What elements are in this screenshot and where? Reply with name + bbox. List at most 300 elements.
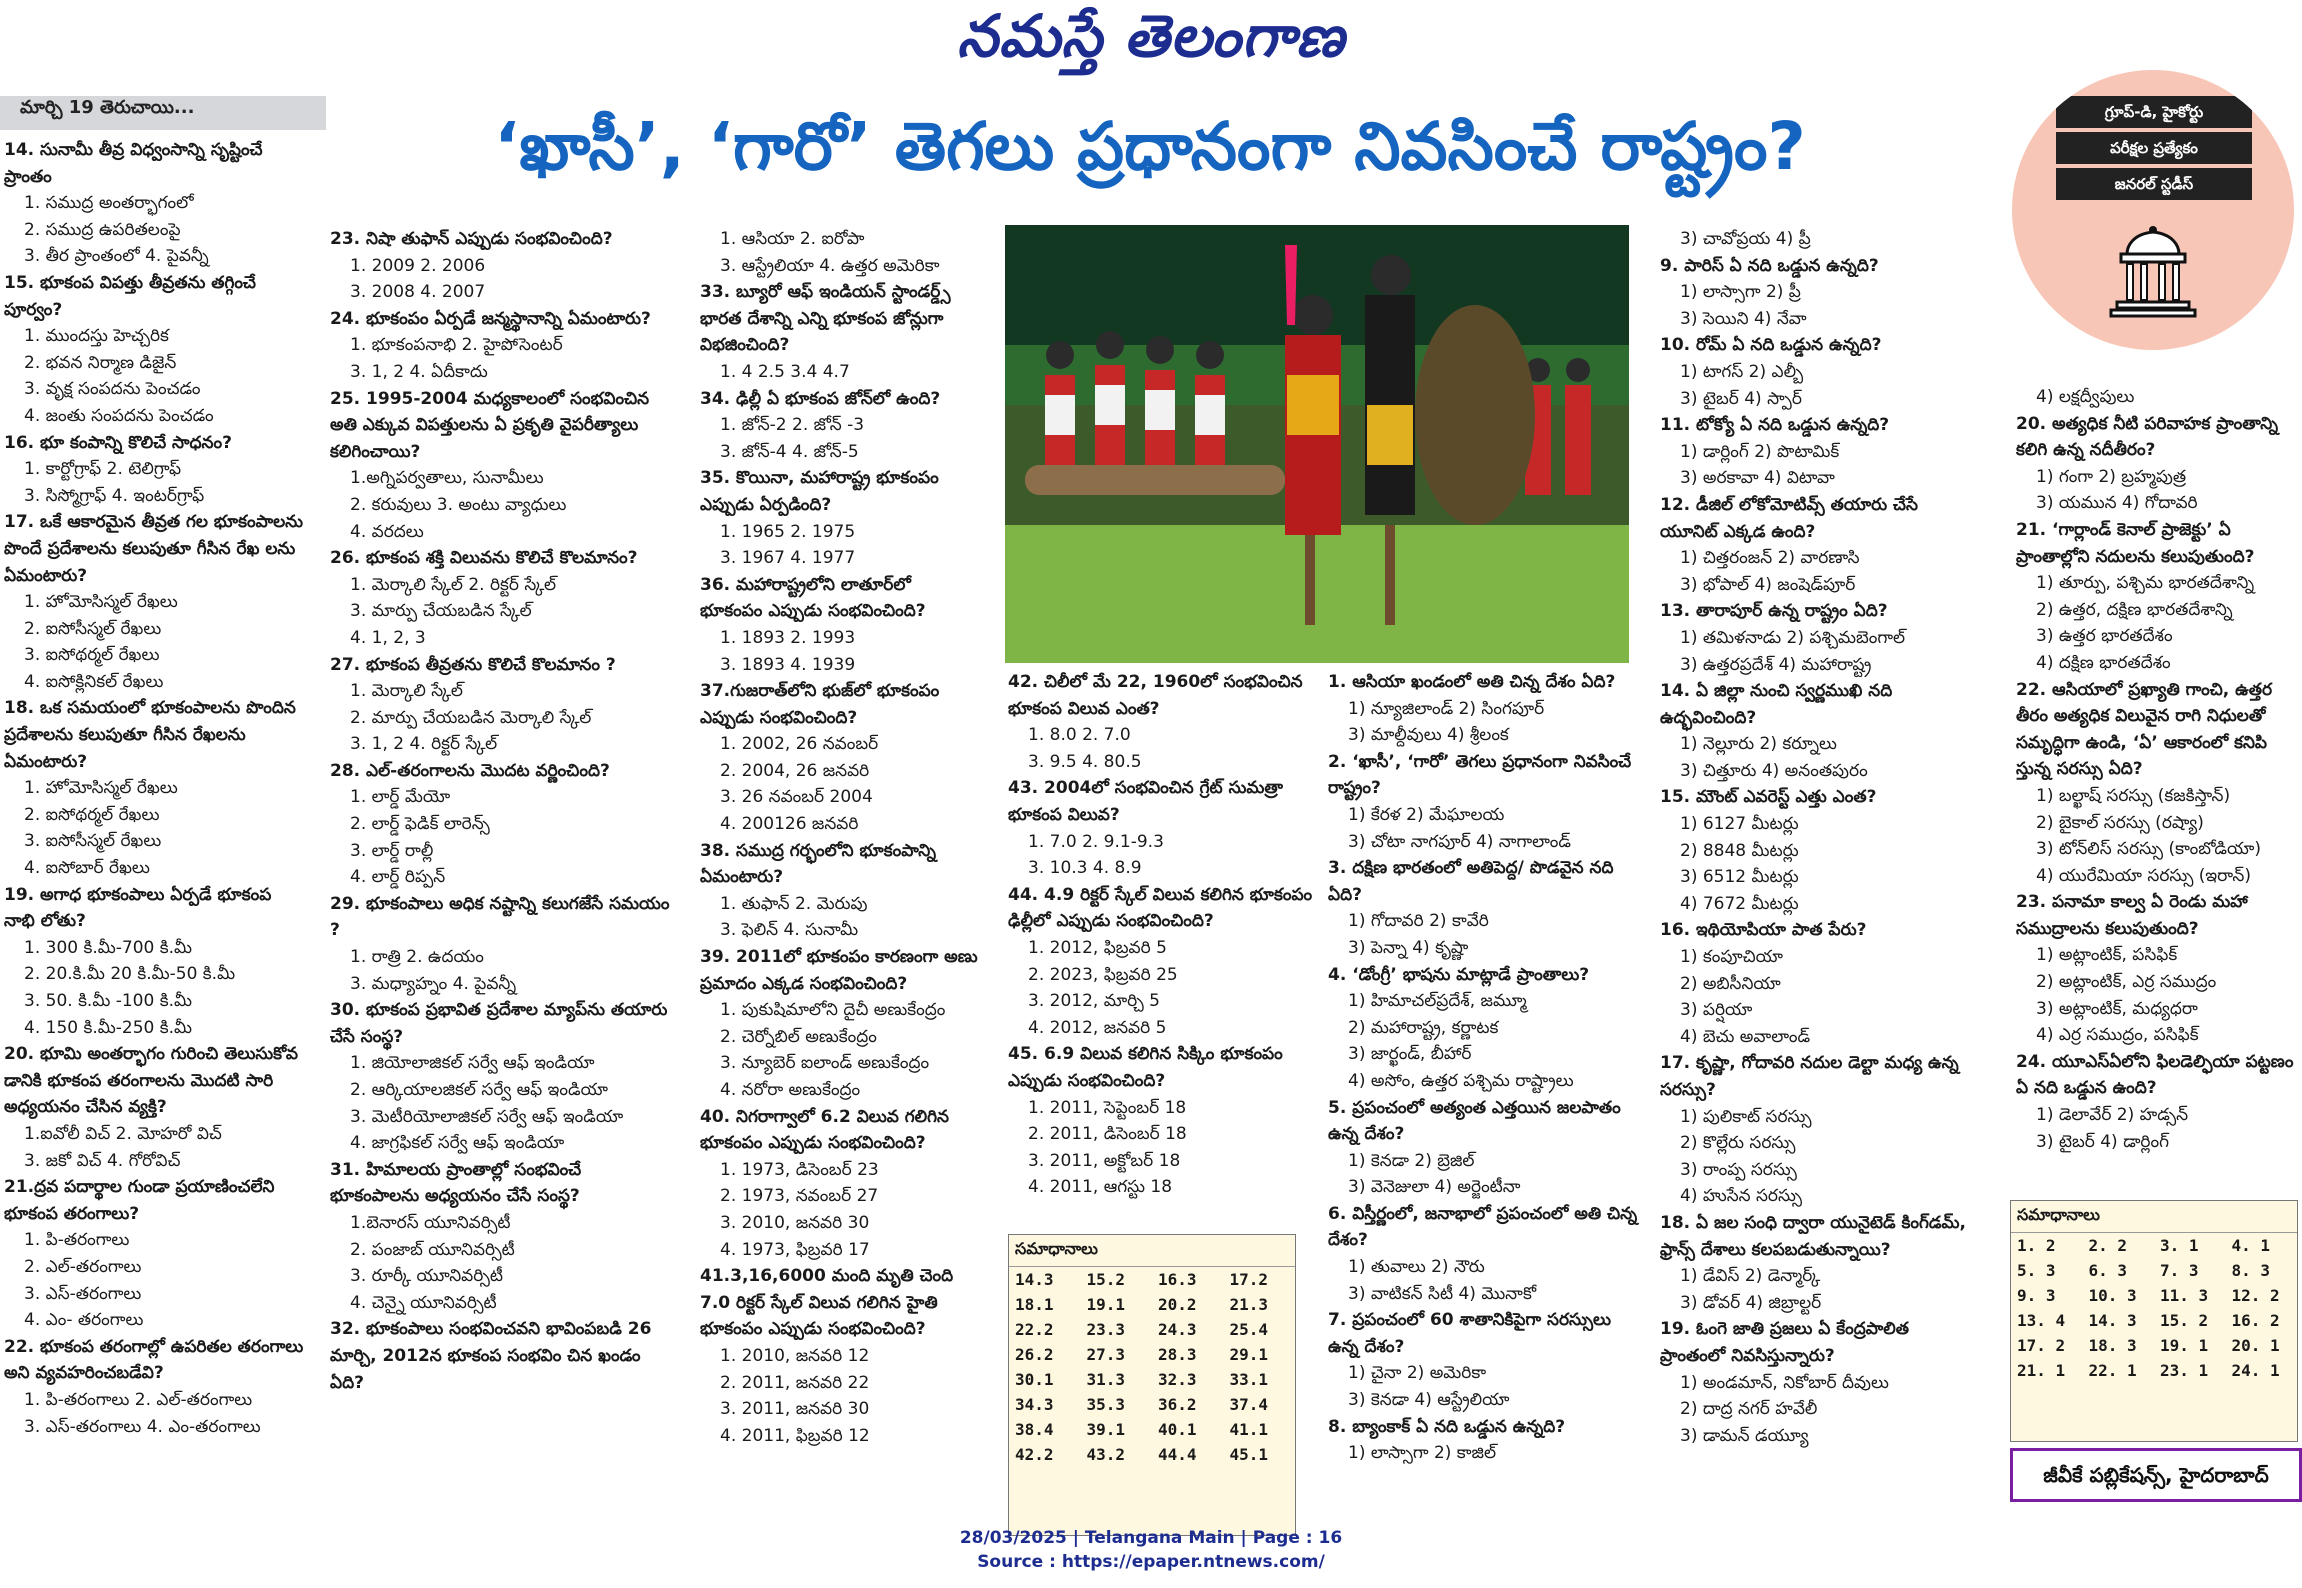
option-text: 4. ఎం- తరంగాలు [24, 1310, 144, 1331]
question-text: 39. 2011లో భూకంపం కారణంగా అణు ప్రమాదం ఎక్కడ సంభవించింది? [700, 947, 978, 994]
option-text: 3) యమున 4) గోదావరి [2036, 493, 2198, 514]
footer-date-line: 28/03/2025 | Telangana Main | Page : 16 [959, 1528, 1343, 1548]
question-text: 17. కృష్ణా, గోదావరి నదుల డెల్టా మధ్య ఉన్న సరస్సు? [1660, 1053, 1959, 1100]
option-text: 1. ఆసియా 2. ఐరోపా [720, 229, 865, 249]
option-text: 3. 2010, జనవరి 30 [720, 1212, 870, 1233]
option-text: 2. 2011, డిసెంబర్ 18 [1028, 1124, 1187, 1145]
option-text: 3. 1, 2 4. రిక్టర్ స్కేల్ [350, 734, 498, 755]
answer-cell: 18. 3 [2088, 1336, 2137, 1355]
option-text: 1. 7.0 2. 9.1-9.3 [1028, 831, 1164, 852]
option-text: 1. 4 2.5 3.4 4.7 [720, 361, 850, 382]
badge-line-2: పరీక్షల ప్రత్యేకం [2056, 132, 2252, 164]
question-text: 35. కొయినా, మహారాష్ట్ర భూకంపం ఎప్పుడు ఏర్పడింది? [700, 468, 939, 515]
answer-cell: 15. 2 [2160, 1311, 2209, 1330]
column-1 [4, 137, 304, 1507]
answer-cell: 34.3 [1015, 1395, 1054, 1414]
option-text: 3) సెయిని 4) నేవా [1680, 308, 1807, 329]
option-text: 3. 9.5 4. 80.5 [1028, 751, 1142, 772]
answer-cell: 30.1 [1015, 1370, 1054, 1389]
question-text: 14. సునామీ తీవ్ర విధ్వంసాన్ని సృష్టించే ప్రాంతం [4, 140, 263, 187]
option-text: 1) న్యూజిలాండ్ 2) సింగపూర్ [1348, 698, 1545, 719]
option-text: 2. కరువులు 3. అంటు వ్యాధులు [350, 494, 567, 515]
option-text: 1) కేరళ 2) మేఘాలయ [1348, 804, 1505, 825]
option-text: 1) తమిళనాడు 2) పశ్చిమబెంగాల్ [1680, 627, 1906, 648]
column-5 [1328, 669, 1646, 1529]
question-text: 20. భూమి అంతర్భాగం గురించి తెలుసుకోవ డానికి భూకంప తరంగాలను మొదటి సారి అధ్యయనం చేసిన వ్యక్తి? [4, 1044, 298, 1118]
question-text: 18. ఒక సమయంలో భూకంపాలను పొందిన ప్రదేశాలను కలుపుతూ గీసిన రేఖలను ఏమంటారు? [4, 698, 296, 772]
option-text: 3. సిస్మోగ్రాఫ్ 4. ఇంటర్‌గ్రాఫ్ [24, 485, 205, 506]
column-2 [330, 226, 670, 1506]
question-text: 3. దక్షిణ భారతంలో అతిపెద్ద/ పొడవైన నది ఏది? [1328, 858, 1614, 905]
option-text: 1) అట్లాంటిక్, పసిఫిక్ [2036, 945, 2178, 966]
dancers-illustration [1005, 225, 1629, 663]
question-text: 7. ప్రపంచంలో 60 శాతానికిపైగా సరస్సులు ఉన్న దేశం? [1328, 1310, 1611, 1357]
option-text: 4. లార్డ్ రిప్పన్ [350, 867, 446, 888]
option-text: 4) హుసేన సరస్సు [1680, 1186, 1802, 1207]
option-text: 4. వరదలు [350, 521, 424, 542]
option-text: 1. మెర్కాలి స్కేల్ 2. రిక్టర్ స్కేల్ [350, 574, 557, 595]
option-text: 1. సముద్ర అంతర్భాగంలో [24, 193, 194, 214]
page-footer [0, 1526, 2302, 1574]
answer-cell: 36.2 [1158, 1395, 1197, 1414]
answer-cell: 16.3 [1158, 1270, 1197, 1289]
answer-cell: 39.1 [1086, 1420, 1126, 1439]
answer-cell: 7. 3 [2160, 1261, 2199, 1280]
question-text: 16. భూ కంపాన్ని కొలిచే సాధనం? [4, 432, 232, 453]
answer-cell: 12. 2 [2231, 1286, 2280, 1305]
option-text: 3) ఉత్తరప్రదేశ్ 4) మహారాష్ట్ర [1680, 654, 1872, 675]
question-text: 11. టోక్యో ఏ నది ఒడ్డున ఉన్నది? [1660, 415, 1890, 436]
answer-key-2 [2010, 1200, 2298, 1442]
building-icon [2103, 220, 2203, 320]
question-text: 14. ఏ జిల్లా నుంచి స్వర్ణముఖి నది ఉద్భవించింది? [1660, 681, 1893, 728]
option-text: 3) మాల్దీవులు 4) శ్రీలంక [1348, 725, 1509, 746]
option-text: 3. 2012, మార్చి 5 [1028, 991, 1161, 1012]
option-text: 1. 1965 2. 1975 [720, 521, 856, 542]
answer-row [2011, 1308, 2297, 1333]
answer-cell: 6. 3 [2088, 1261, 2128, 1280]
option-text: 1. మెర్కాలి స్కేల్ [350, 681, 463, 702]
question-text: 30. భూకంప ప్రభావిత ప్రదేశాల మ్యాప్‌ను తయారు చేసే సంస్థ? [330, 1000, 668, 1047]
option-text: 3. 26 నవంబర్ 2004 [720, 787, 873, 808]
answer-cell: 16. 2 [2231, 1311, 2280, 1330]
option-text: 3. జోన్-4 4. జోన్-5 [720, 441, 859, 462]
question-text: 41.3,16,6000 మంది మృతి చెంది 7.0 రిక్టర్ స్కేల్ విలువ గలిగిన హైతి భూకంపం ఎప్పుడు సంభవించింది? [700, 1266, 954, 1340]
question-text: 21.ద్రవ పదార్థాల గుండా ప్రయాణించలేని భూకంప తరంగాలు? [4, 1177, 275, 1224]
option-text: 3. లార్డ్ రాల్లీ [350, 840, 434, 861]
option-text: 3) వెనెజులా 4) అర్జెంటీనా [1348, 1177, 1521, 1198]
answer-row [1009, 1417, 1295, 1442]
option-text: 3) భోపాల్ 4) జంషెడ్‌పూర్ [1680, 574, 1856, 595]
question-text: 25. 1995-2004 మధ్యకాలంలో సంభవించిన అతి ఎక్కువ విపత్తులను ఏ ప్రకృతి వైపరీత్యాలు కలిగించాయి? [330, 388, 650, 462]
option-text: 1) టాగస్ 2) ఎల్బీ [1680, 361, 1804, 382]
option-text: 4) 7672 మీటర్లు [1680, 893, 1799, 914]
question-text: 5. ప్రపంచంలో అత్యంత ఎత్తయిన జలపాతం ఉన్న దేశం? [1328, 1097, 1621, 1145]
option-text: 1) బల్ఖాష్ సరస్సు (కజకిస్తాన్) [2036, 785, 2231, 806]
answer-cell: 20. 1 [2231, 1336, 2280, 1355]
answer-cell: 24.3 [1158, 1320, 1197, 1339]
option-text: 4. 2011, ఫిబ్రవరి 12 [720, 1425, 870, 1446]
option-text: 1.ఐవోలీ విచ్ 2. మోహరో విచ్ [24, 1123, 222, 1144]
answer-cell: 22.2 [1015, 1320, 1054, 1339]
option-text: 1. జియోలాజికల్ సర్వే ఆఫ్ ఇండియా [350, 1053, 595, 1074]
option-text: 4) లక్షద్వీపులు [2036, 387, 2135, 407]
question-text: 23. పనామా కాల్వ ఏ రెండు మహా సముద్రాలను కలుపుతుంది? [2016, 892, 2248, 939]
column-3 [700, 226, 978, 1506]
question-text: 24. యూఎస్ఏలోని ఫిలడెల్ఫియా పట్టణం ఏ నది ఒడ్డున ఉంది? [2016, 1051, 2294, 1099]
question-text: 2. ‘ఖాసీ’, ‘గారో’ తెగలు ప్రధానంగా నివసించే రాష్ట్రం? [1328, 751, 1632, 799]
answer-cell: 27.3 [1086, 1345, 1126, 1364]
question-text: 24. భూకంపం ఏర్పడే జన్మస్థానాన్ని ఏమంటారు? [330, 308, 651, 329]
question-text: 21. ‘గార్లాండ్ కెనాల్ ప్రాజెక్టు’ ఏ ప్రాంతాల్లోని నదులను కలుపుతుంది? [2016, 519, 2255, 567]
answer-row [2011, 1233, 2297, 1258]
option-text: 2. 2023, ఫిబ్రవరి 25 [1028, 964, 1178, 985]
option-text: 3) చావోప్రయ 4) ప్రీ [1680, 229, 1811, 249]
answer-row [1009, 1292, 1295, 1317]
answer-row [1009, 1367, 1295, 1392]
option-text: 1. 2011, సెప్టెంబర్ 18 [1028, 1097, 1187, 1118]
option-text: 1) లాస్సాగా 2) ప్రీ [1680, 282, 1801, 303]
option-text: 2. 2004, 26 జనవరి [720, 760, 870, 781]
option-text: 1) కంపూచియా [1680, 947, 1783, 968]
option-text: 4. 1973, ఫిబ్రవరి 17 [720, 1239, 870, 1260]
answer-row [1009, 1442, 1295, 1467]
footer-source-line: Source : https://epaper.ntnews.com/ [977, 1552, 1325, 1572]
question-text: 44. 4.9 రిక్టర్ స్కేల్ విలువ కలిగిన భూకంపం ఢిల్లీలో ఎప్పుడు సంభవించింది? [1008, 884, 1313, 932]
subject-badge [2012, 70, 2294, 350]
option-text: 4. జాగ్రఫికల్ సర్వే ఆఫ్ ఇండియా [350, 1133, 565, 1154]
option-text: 4. 200126 జనవరి [720, 814, 859, 835]
question-text: 33. బ్యూరో ఆఫ్ ఇండియన్ స్టాండర్డ్స్ భారత దేశాన్ని ఎన్ని భూకంప జోన్లుగా విభజించింది? [700, 282, 951, 356]
question-text: 43. 2004లో సంభవించిన గ్రేట్ సుమత్రా భూకంప విలువ? [1008, 778, 1283, 825]
question-text: 26. భూకంప శక్తి విలువను కొలిచే కొలమానం? [330, 548, 638, 569]
option-text: 1) పులికాట్ సరస్సు [1680, 1106, 1812, 1127]
option-text: 2. చెర్నోబిల్ అణుకేంద్రం [720, 1026, 877, 1047]
option-text: 1. 2012, ఫిబ్రవరి 5 [1028, 937, 1167, 958]
answer-cell: 19.1 [1086, 1295, 1126, 1314]
question-text: 22. భూకంప తరంగాల్లో ఉపరితల తరంగాలు అని వ్యవహరించబడేవి? [4, 1336, 304, 1384]
option-text: 3) డామన్ డయ్యూ [1680, 1425, 1809, 1446]
answer-table [1009, 1267, 1295, 1467]
answer-cell: 45.1 [1229, 1445, 1269, 1464]
question-text: 13. తారాపూర్ ఉన్న రాష్ట్రం ఏది? [1660, 601, 1888, 622]
answer-cell: 9. 3 [2017, 1286, 2056, 1305]
answer-row [2011, 1283, 2297, 1308]
answer-cell: 41.1 [1229, 1420, 1269, 1439]
option-text: 1) హిమాచల్‌ప్రదేశ్, జమ్మూ [1348, 991, 1527, 1012]
option-text: 4. 2012, జనవరి 5 [1028, 1017, 1167, 1038]
answer-cell: 14.3 [1015, 1270, 1054, 1289]
option-text: 4) బెచు అవాలాండ్ [1680, 1026, 1811, 1047]
option-text: 1. భూకంపనాభి 2. హైపోసెంటర్ [350, 335, 563, 356]
option-text: 3. 50. కి.మీ -100 కి.మీ [24, 991, 192, 1011]
question-text: 42. చిలీలో మే 22, 1960లో సంభవించిన భూకంప విలువ ఎంత? [1008, 672, 1303, 719]
option-text: 3. తీర ప్రాంతంలో 4. పైవన్నీ [24, 246, 209, 267]
option-text: 2. లార్డ్ ఫెడిక్ లారెన్స్ [350, 814, 490, 835]
question-text: 10. రోమ్ ఏ నది ఒడ్డున ఉన్నది? [1660, 335, 1882, 356]
option-text: 3. 2011, అక్టోబర్ 18 [1028, 1150, 1181, 1171]
option-text: 1) నెల్లూరు 2) కర్నూలు [1680, 734, 1837, 755]
option-text: 2. 20.కి.మీ 20 కి.మీ-50 కి.మీ [24, 964, 236, 985]
option-text: 1. పి-తరంగాలు 2. ఎల్-తరంగాలు [24, 1389, 253, 1410]
option-text: 1.బెనారస్ యూనివర్సిటీ [350, 1212, 511, 1233]
answer-cell: 43.2 [1086, 1445, 1126, 1464]
option-text: 3. ఎస్-తరంగాలు [24, 1283, 142, 1304]
option-text: 1. జోన్-2 2. జోన్ -3 [720, 415, 865, 436]
option-text: 3. జకో విచ్ 4. గోరోవిచ్ [24, 1150, 181, 1171]
option-text: 3. వృక్ష సంపదను పెంచడం [24, 379, 201, 400]
answer-row [1009, 1267, 1295, 1292]
option-text: 4. నరోరా అణుకేంద్రం [720, 1080, 861, 1100]
answer-cell: 37.4 [1229, 1395, 1269, 1414]
option-text: 3) టైబర్ 4) డార్లింగ్ [2036, 1131, 2170, 1152]
answer-cell: 23.3 [1086, 1320, 1126, 1339]
question-text: 34. ఢిల్లీ ఏ భూకంప జోన్‌లో ఉంది? [700, 388, 941, 409]
answer-cell: 4. 1 [2231, 1236, 2271, 1255]
option-text: 3) కెనడా 4) ఆస్ట్రేలియా [1348, 1390, 1510, 1411]
option-text: 4. ఐసోక్లినికల్ రేఖలు [24, 671, 164, 692]
top-cut-text: మార్చి 19 తెరుచాయి... [0, 96, 326, 130]
option-text: 3) టోన్‌లిస్ సరస్సు (కాంబోడియా) [2036, 839, 2261, 860]
option-text: 1. తుఫాన్ 2. మెరుపు [720, 893, 868, 914]
answer-cell: 23. 1 [2160, 1361, 2209, 1380]
option-text: 1. రాత్రి 2. ఉదయం [350, 947, 484, 968]
option-text: 1.అగ్నిపర్వతాలు, సునామీలు [350, 468, 544, 489]
answer-row [1009, 1392, 1295, 1417]
option-text: 1) గంగా 2) బ్రహ్మపుత్ర [2036, 466, 2187, 487]
answer-cell: 28.3 [1158, 1345, 1197, 1364]
answer-row [2011, 1358, 2297, 1383]
question-text: 1. ఆసియా ఖండంలో అతి చిన్న దేశం ఏది? [1328, 672, 1616, 692]
option-text: 1) చిత్తరంజన్ 2) వారణాసి [1680, 548, 1860, 569]
option-text: 3) రాంప్ప సరస్సు [1680, 1159, 1797, 1180]
answer-cell: 10. 3 [2088, 1286, 2137, 1305]
masthead: నమస్తే తెలంగాణ [957, 2, 1345, 70]
badge-line-3: జనరల్ స్టడీస్ [2056, 168, 2252, 200]
question-text: 37.గుజరాత్‌లోని భుజ్‌లో భూకంపం ఎప్పుడు సంభవించింది? [700, 681, 940, 728]
question-text: 38. సముద్ర గర్భంలోని భూకంపాన్ని ఏమంటారు? [700, 840, 936, 888]
option-text: 4) యురేమియా సరస్సు (ఇరాన్) [2036, 865, 2252, 886]
option-text: 1) డార్లింగ్ 2) పొటామిక్ [1680, 441, 1840, 462]
option-text: 4) ఎర్ర సముద్రం, పసిఫిక్ [2036, 1025, 2199, 1046]
option-text: 3. ఫెలిన్ 4. సునామీ [720, 920, 859, 941]
option-text: 3) అట్లాంటిక్, మధ్యధరా [2036, 998, 2198, 1019]
question-text: 4. ‘డోంగ్రీ’ భాషను మాట్లాడే ప్రాంతాలు? [1328, 964, 1590, 985]
option-text: 3. ఎస్-తరంగాలు 4. ఎం-తరంగాలు [24, 1416, 261, 1437]
option-text: 1. ముందస్తు హెచ్చరిక [24, 326, 169, 347]
option-text: 1. పి-తరంగాలు [24, 1230, 130, 1251]
option-text: 1) డెలావేర్ 2) హడ్సన్ [2036, 1105, 2189, 1126]
question-text: 15. మౌంట్ ఎవరెస్ట్ ఎత్తు ఎంత? [1660, 787, 1877, 808]
option-text: 3. ఆస్ట్రేలియా 4. ఉత్తర అమెరికా [720, 255, 940, 276]
option-text: 2) బైకాల్ సరస్సు (రష్యా) [2036, 812, 2204, 833]
answer-cell: 5. 3 [2017, 1261, 2056, 1280]
option-text: 4. ఐసోబార్ రేఖలు [24, 858, 150, 879]
option-text: 2. ఎల్-తరంగాలు [24, 1256, 142, 1277]
option-text: 1. 1973, డిసెంబర్ 23 [720, 1159, 879, 1180]
option-text: 1) కెనడా 2) బ్రెజిల్ [1348, 1150, 1475, 1171]
answer-row [1009, 1317, 1295, 1342]
option-text: 1. పుకుషిమాలోని దైచీ అణుకేంద్రం [720, 1000, 946, 1021]
question-text: 22. ఆసియాలో ప్రఖ్యాతి గాంచి, ఉత్తర తీరం అత్యధిక విలువైన రాగి నిధులతో సమృద్ధిగా ఉండి, ‘ఏ’ ఆకారంలో కనిపి స్తున్న సరస్సు ఏది? [2016, 679, 2273, 780]
answer-cell: 33.1 [1229, 1370, 1269, 1389]
option-text: 1. 2010, జనవరి 12 [720, 1345, 870, 1366]
option-text: 1) లాస్సాగా 2) కాజిల్ [1348, 1443, 1497, 1464]
option-text: 1. హోమోసిస్మల్ రేఖలు [24, 592, 178, 613]
question-text: 45. 6.9 విలువ కలిగిన సిక్కిం భూకంపం ఎప్పుడు సంభవించింది? [1008, 1044, 1283, 1091]
option-text: 2) ఉత్తర, దక్షిణ భారతదేశాన్ని [2036, 599, 2233, 620]
answer-cell: 21. 1 [2017, 1361, 2066, 1380]
option-text: 3) అరకావా 4) విటావా [1680, 468, 1835, 489]
option-text: 1) తూర్పు, పశ్చిమ భారతదేశాన్ని [2036, 573, 2255, 594]
answer-cell: 40.1 [1158, 1420, 1197, 1439]
answer-cell: 8. 3 [2231, 1261, 2271, 1280]
option-text: 3) టైబర్ 4) స్పార్ [1680, 388, 1802, 409]
option-text: 1) 6127 మీటర్లు [1680, 814, 1799, 835]
option-text: 4. 2011, ఆగస్టు 18 [1028, 1177, 1173, 1198]
answer-cell: 24. 1 [2231, 1361, 2280, 1380]
question-text: 18. ఏ జల సంధి ద్వారా యునైటెడ్ కింగ్‌డమ్, ఫ్రాన్స్ దేశాలు కలపబడుతున్నాయి? [1660, 1212, 1966, 1260]
answer-cell: 14. 3 [2088, 1311, 2137, 1330]
option-text: 3) చిత్తూరు 4) అనంతపురం [1680, 760, 1868, 781]
option-text: 4. చెన్నై యూనివర్సిటీ [350, 1292, 497, 1313]
option-text: 2. మార్పు చేయబడిన మెర్కాలి స్కేల్ [350, 707, 592, 728]
option-text: 1) డేవిస్ 2) డెన్మార్క్ [1680, 1266, 1821, 1287]
question-text: 9. పారిస్ ఏ నది ఒడ్డున ఉన్నది? [1660, 255, 1879, 276]
answer-cell: 32.3 [1158, 1370, 1197, 1389]
option-text: 2. ఐసోథర్మల్ రేఖలు [24, 804, 160, 825]
answer-cell: 15.2 [1086, 1270, 1126, 1289]
option-text: 3. 1, 2 4. ఏదీకాదు [350, 361, 488, 382]
answer-key-title: సమాధానాలు [1009, 1235, 1295, 1267]
question-text: 27. భూకంప తీవ్రతను కొలిచే కొలమానం ? [330, 654, 616, 675]
option-text: 1. 1893 2. 1993 [720, 627, 856, 648]
option-text: 2) అట్లాంటిక్, ఎర్ర సముద్రం [2036, 972, 2217, 993]
answer-row [2011, 1333, 2297, 1358]
answer-row [2011, 1258, 2297, 1283]
option-text: 1) చైనా 2) అమెరికా [1348, 1363, 1487, 1384]
column-6 [1660, 226, 1980, 1526]
column-7 [2016, 384, 2298, 1184]
question-text: 16. ఇథియోపియా పాత పేరు? [1660, 920, 1867, 941]
option-text: 3. మధ్యాహ్నం 4. పైవన్నీ [350, 973, 517, 994]
option-text: 3) జార్ఖండ్, బీహార్ [1348, 1044, 1472, 1065]
option-text: 3. 10.3 4. 8.9 [1028, 858, 1142, 879]
option-text: 3) ఉత్తర భారతదేశం [2036, 626, 2173, 647]
option-text: 3. 1967 4. 1977 [720, 548, 856, 569]
option-text: 3. ఐసోథర్మల్ రేఖలు [24, 645, 160, 666]
question-text: 12. డీజిల్ లోకోమోటివ్స్ తయారు చేసే యూనిట్ ఎక్కడ ఉంది? [1660, 494, 1918, 542]
answer-cell: 11. 3 [2160, 1286, 2209, 1305]
option-text: 2. పంజాబ్ యూనివర్సిటీ [350, 1239, 515, 1260]
answer-cell: 21.3 [1229, 1295, 1269, 1314]
option-text: 2. ఐసోసీస్మల్ రేఖలు [24, 618, 162, 639]
option-text: 1. 2002, 26 నవంబర్ [720, 734, 879, 755]
answer-cell: 42.2 [1015, 1445, 1054, 1464]
question-text: 23. నిషా తుఫాన్ ఎప్పుడు సంభవించింది? [330, 229, 613, 249]
option-text: 4. జంతు సంపదను పెంచడం [24, 405, 214, 426]
option-text: 2) కొల్లేరు సరస్సు [1680, 1133, 1796, 1154]
question-text: 40. నిగరాగ్వాలో 6.2 విలువ గలిగిన భూకంపం ఎప్పుడు సంభవించింది? [700, 1106, 949, 1154]
answer-cell: 26.2 [1015, 1345, 1054, 1364]
question-text: 29. భూకంపాలు అధిక నష్టాన్ని కలుగజేసే సమయం ? [330, 893, 670, 941]
option-text: 2. ఆర్కియాలజికల్ సర్వే ఆఫ్ ఇండియా [350, 1080, 608, 1100]
question-text: 36. మహారాష్ట్రలోని లాతూర్‌లో భూకంపం ఎప్పుడు సంభవించింది? [700, 574, 926, 622]
answer-key-1 [1008, 1234, 1296, 1536]
option-text: 2) అబిసీనియా [1680, 973, 1781, 994]
question-text: 32. భూకంపాలు సంభవించవని భావింపబడి 26 మార్చి, 2012న భూకంప సంభవిం చిన ఖండం ఏది? [330, 1319, 652, 1393]
question-text: 20. అత్యధిక నీటి పరివాహక ప్రాంతాన్ని కలిగి ఉన్న నదీతీరం? [2016, 413, 2279, 461]
answer-cell: 13. 4 [2017, 1311, 2066, 1330]
answer-cell: 2. 2 [2088, 1236, 2128, 1255]
option-text: 2. భవన నిర్మాణ డిజైన్ [24, 352, 177, 373]
option-text: 4. 150 కి.మీ-250 కి.మీ [24, 1017, 192, 1038]
answer-cell: 3. 1 [2160, 1236, 2199, 1255]
option-text: 3. 2011, జనవరి 30 [720, 1399, 870, 1420]
option-text: 1. లార్డ్ మేయో [350, 787, 451, 808]
question-text: 19. ఓంగె జాతి ప్రజలు ఏ కేంద్రపాలిత ప్రాంతంలో నివసిస్తున్నారు? [1660, 1319, 1909, 1366]
answer-cell: 29.1 [1229, 1345, 1269, 1364]
question-text: 31. హిమాలయ ప్రాంతాల్లో సంభవించే భూకంపాలను అధ్యయనం చేసే సంస్థ? [330, 1159, 582, 1207]
answer-cell: 44.4 [1158, 1445, 1197, 1464]
option-text: 1. 2009 2. 2006 [350, 255, 486, 276]
publisher-credit: జీవీకే పబ్లికేషన్స్, హైదరాబాద్ [2010, 1448, 2302, 1502]
option-text: 3. మెటీరియోలాజికల్ సర్వే ఆఫ్ ఇండియా [350, 1106, 624, 1127]
answer-cell: 19. 1 [2160, 1336, 2209, 1355]
option-text: 1) అండమాన్, నికోబార్ దీవులు [1680, 1372, 1889, 1393]
option-text: 4. 1, 2, 3 [350, 627, 426, 648]
option-text: 3) వాటికన్ సిటీ 4) మొనాకో [1348, 1283, 1537, 1304]
option-text: 2. 1973, నవంబర్ 27 [720, 1186, 879, 1207]
answer-cell: 25.4 [1229, 1320, 1269, 1339]
option-text: 1. కార్టోగ్రాఫ్ 2. టెలిగ్రాఫ్ [24, 459, 182, 480]
option-text: 1) తువాలు 2) నౌరు [1348, 1257, 1485, 1278]
option-text: 4) దక్షిణ భారతదేశం [2036, 652, 2171, 673]
answer-cell: 17. 2 [2017, 1336, 2066, 1355]
question-text: 17. ఒకే ఆకారమైన తీవ్రత గల భూకంపాలను పొందే ప్రదేశాలను కలుపుతూ గీసిన రేఖ లను ఏమంటారు? [4, 512, 303, 586]
answer-cell: 38.4 [1015, 1420, 1054, 1439]
question-text: 28. ఎల్-తరంగాలను మొదట వర్ణించింది? [330, 760, 610, 781]
option-text: 4) అసోం, ఉత్తర పశ్చిమ రాష్ట్రాలు [1348, 1070, 1574, 1091]
question-text: 6. విస్తీర్ణంలో, జనాభాలో ప్రపంచంలో అతి చిన్న దేశం? [1328, 1203, 1638, 1251]
answer-cell: 31.3 [1086, 1370, 1126, 1389]
headline: ‘ఖాసీ’, ‘గారో’ తెగలు ప్రధానంగా నివసించే రాష్ట్రం? [494, 108, 1806, 185]
answer-cell: 22. 1 [2088, 1361, 2137, 1380]
answer-table [2011, 1233, 2297, 1383]
option-text: 3. 1893 4. 1939 [720, 654, 856, 675]
question-text: 15. భూకంప విపత్తు తీవ్రతను తగ్గించే పూర్వం? [4, 272, 256, 320]
option-text: 3. ఐసోసీస్మల్ రేఖలు [24, 831, 162, 852]
option-text: 2. సముద్ర ఉపరితలంపై [24, 219, 181, 240]
option-text: 3. 2008 4. 2007 [350, 282, 486, 303]
answer-cell: 18.1 [1015, 1295, 1054, 1314]
question-text: 8. బ్యాంకాక్ ఏ నది ఒడ్డున ఉన్నది? [1328, 1416, 1566, 1437]
answer-cell: 1. 2 [2017, 1236, 2056, 1255]
option-text: 1) గోదావరి 2) కావేరి [1348, 911, 1489, 932]
option-text: 3. న్యూబెర్ ఐలాండ్ అణుకేంద్రం [720, 1053, 930, 1074]
option-text: 3) పర్షియా [1680, 1000, 1753, 1021]
option-text: 3) డోవర్ 4) జిబ్రాల్టర్ [1680, 1292, 1822, 1313]
badge-line-1: గ్రూప్-డి, హైకోర్టు [2056, 96, 2252, 128]
answer-row [1009, 1342, 1295, 1367]
option-text: 2) మహారాష్ట్ర, కర్ణాటక [1348, 1017, 1499, 1038]
answer-cell: 17.2 [1229, 1270, 1269, 1289]
option-text: 3. మార్పు చేయబడిన స్కేల్ [350, 601, 532, 622]
option-text: 1. హోమోసిస్మల్ రేఖలు [24, 778, 178, 799]
question-text: 19. అగాధ భూకంపాలు ఏర్పడే భూకంప నాభి లోతు? [4, 884, 272, 932]
option-text: 1. 8.0 2. 7.0 [1028, 725, 1131, 746]
column-4 [1008, 669, 1318, 1229]
